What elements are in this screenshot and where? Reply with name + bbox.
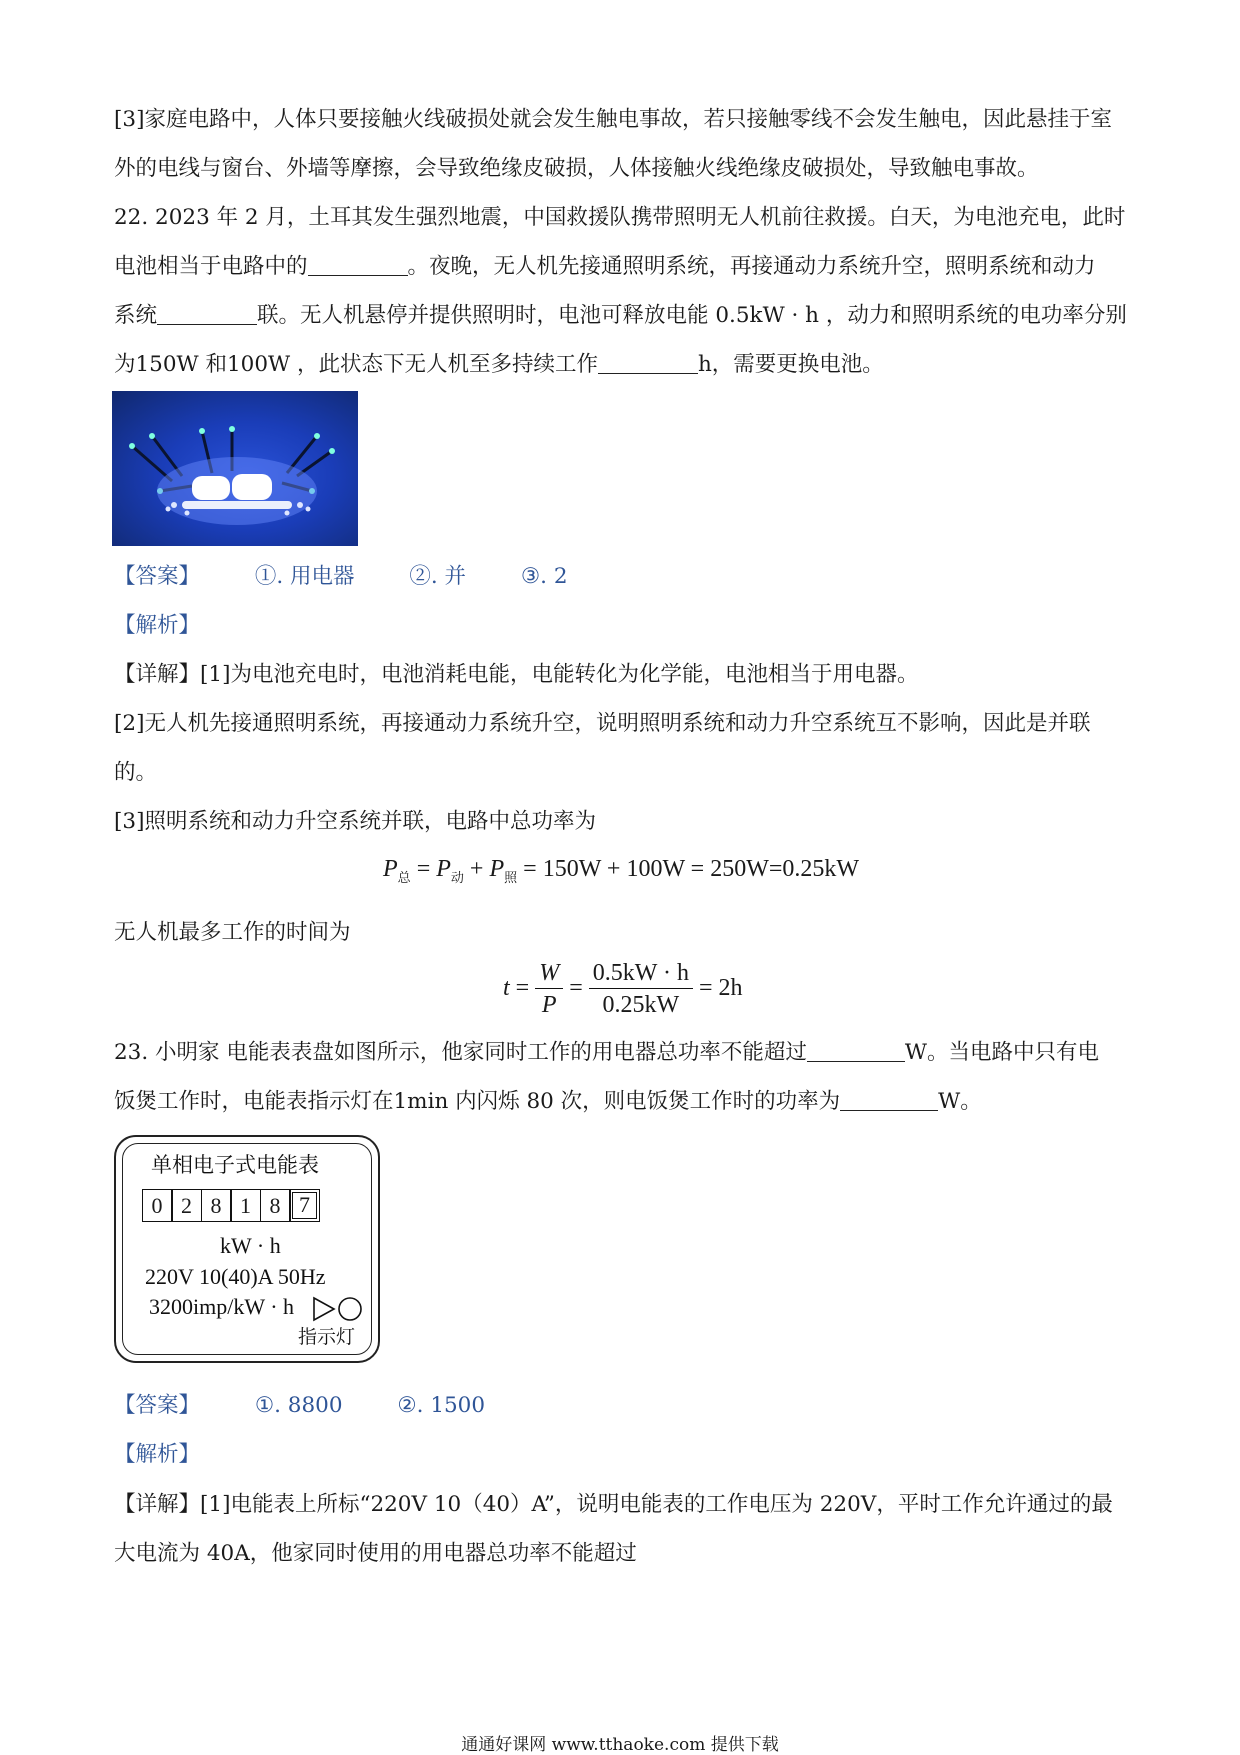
decimal-digit-value: 7	[292, 1192, 317, 1219]
explanation-line: [3]照明系统和动力升空系统并联，电路中总功率为	[114, 809, 596, 834]
meter-digit: 2	[171, 1189, 202, 1222]
question-text: 。夜晚，无人机先接通照明系统，再接通动力系统升空，照明系统和动力	[407, 254, 1096, 279]
power-symbol: P	[383, 856, 398, 882]
denominator: 0.25kW	[602, 992, 680, 1018]
fraction	[589, 958, 693, 1021]
answer-blank[interactable]	[807, 1039, 905, 1062]
subscript: 照	[504, 871, 518, 886]
meter-digit: 0	[142, 1189, 173, 1222]
explanation-line: 的。	[114, 760, 158, 785]
explanation-line: [2]无人机先接通照明系统，再接通动力系统升空，说明照明系统和动力升空系统互不影响，因此是并联	[114, 711, 1091, 736]
time-formula: t = $\frac{W}{P}$ = $\frac{0.5kW \cdot h}{0.25kW}$ = 2h	[503, 958, 743, 1021]
indicator-label: 指示灯	[298, 1326, 356, 1348]
question-23-line	[114, 1086, 982, 1118]
meter-digit: 8	[260, 1189, 291, 1222]
explanation-line: 【详解】[1]为电池充电时，电池消耗电能，电能转化为化学能，电池相当于用电器。	[114, 662, 919, 687]
answer-row	[114, 561, 568, 593]
answer-row	[114, 1390, 485, 1422]
answer-item: ①. 8800	[254, 1393, 343, 1418]
answer-item: ③. 2	[520, 564, 568, 589]
answer-item: ②. 并	[409, 564, 467, 589]
drone-lighting-photo	[112, 391, 358, 546]
numerator: W	[535, 958, 563, 989]
power-symbol: P	[489, 856, 505, 882]
formula-result: = 150W + 100W = 250W=0.25kW	[517, 856, 860, 882]
question-22-line	[114, 300, 1127, 332]
meter-decimal-digit	[289, 1189, 320, 1222]
power-symbol: P	[436, 856, 451, 882]
formula-result: = 2h	[698, 975, 743, 1002]
paragraph-line: 外的电线与窗台、外墙等摩擦，会导致绝缘皮破损，人体接触火线绝缘皮破损处，导致触电事故。	[114, 156, 1039, 181]
answer-label: 【答案】	[114, 1393, 201, 1418]
analysis-label: 【解析】	[114, 613, 201, 638]
question-text: 为150W 和100W ，此状态下无人机至多持续工作	[114, 352, 598, 377]
meter-unit: kW · h	[220, 1233, 281, 1258]
question-text: 电池相当于电路中的	[114, 254, 308, 279]
explanation-line: 【详解】[1]电能表上所标“220V 10（40）A”，说明电能表的工作电压为 220V，平时工作允许通过的最	[114, 1492, 1113, 1517]
question-text: h，需要更换电池。	[697, 352, 884, 377]
answer-item: ②. 1500	[397, 1393, 486, 1418]
paragraph-line: [3]家庭电路中，人体只要接触火线破损处就会发生触电事故，若只接触零线不会发生触电，因此悬挂于室	[114, 107, 1112, 132]
answer-blank[interactable]	[308, 253, 408, 276]
question-22-line	[114, 251, 1096, 283]
fraction	[535, 958, 563, 1021]
question-text: W。	[938, 1089, 982, 1114]
meter-reading	[143, 1189, 320, 1222]
question-22-line: 22. 2023 年 2 月，土耳其发生强烈地震，中国救援队携带照明无人机前往救援。白天，为电池充电，此时	[114, 205, 1126, 230]
question-text: 系统	[114, 303, 158, 328]
question-text: W。当电路中只有电	[904, 1040, 1099, 1065]
subscript: 动	[450, 871, 464, 886]
page-footer: 通通好课网 www.tthaoke.com 提供下载	[461, 1735, 779, 1755]
answer-item: ①. 用电器	[254, 564, 355, 589]
total-power-formula: $P_总 = P_动 + P_照 = 150W + 100W = 250W=0.25kW$	[383, 856, 860, 886]
question-text: 23. 小明家 电能表表盘如图所示，他家同时工作的用电器总功率不能超过	[114, 1040, 807, 1065]
answer-label: 【答案】	[114, 564, 201, 589]
subscript: 总	[397, 871, 411, 886]
explanation-line: 无人机最多工作的时间为	[114, 920, 351, 945]
question-23-line	[114, 1037, 1099, 1069]
question-22-line	[114, 349, 884, 381]
answer-blank[interactable]	[157, 302, 257, 325]
denominator: P	[541, 992, 557, 1018]
meter-digit: 8	[201, 1189, 232, 1222]
electricity-meter	[114, 1135, 380, 1363]
numerator: 0.5kW · h	[589, 958, 693, 989]
explanation-line: 大电流为 40A，他家同时使用的用电器总功率不能超过	[114, 1541, 637, 1566]
indicator-light-icon	[312, 1296, 364, 1322]
time-symbol: t	[503, 975, 510, 1002]
answer-blank[interactable]	[598, 351, 698, 374]
question-text: 联。无人机悬停并提供照明时，电池可释放电能 0.5kW · h ，动力和照明系统的电功率分别	[257, 303, 1127, 328]
analysis-label: 【解析】	[114, 1442, 201, 1467]
question-text: 饭煲工作时，电能表指示灯在1min 内闪烁 80 次，则电饭煲工作时的功率为	[114, 1089, 841, 1114]
meter-digit: 1	[230, 1189, 261, 1222]
answer-blank[interactable]	[840, 1088, 938, 1111]
drone-illustration	[112, 391, 358, 546]
meter-constant: 3200imp/kW · h	[149, 1294, 295, 1319]
meter-spec: 220V 10(40)A 50Hz	[145, 1264, 326, 1289]
meter-title: 单相电子式电能表	[151, 1153, 319, 1177]
